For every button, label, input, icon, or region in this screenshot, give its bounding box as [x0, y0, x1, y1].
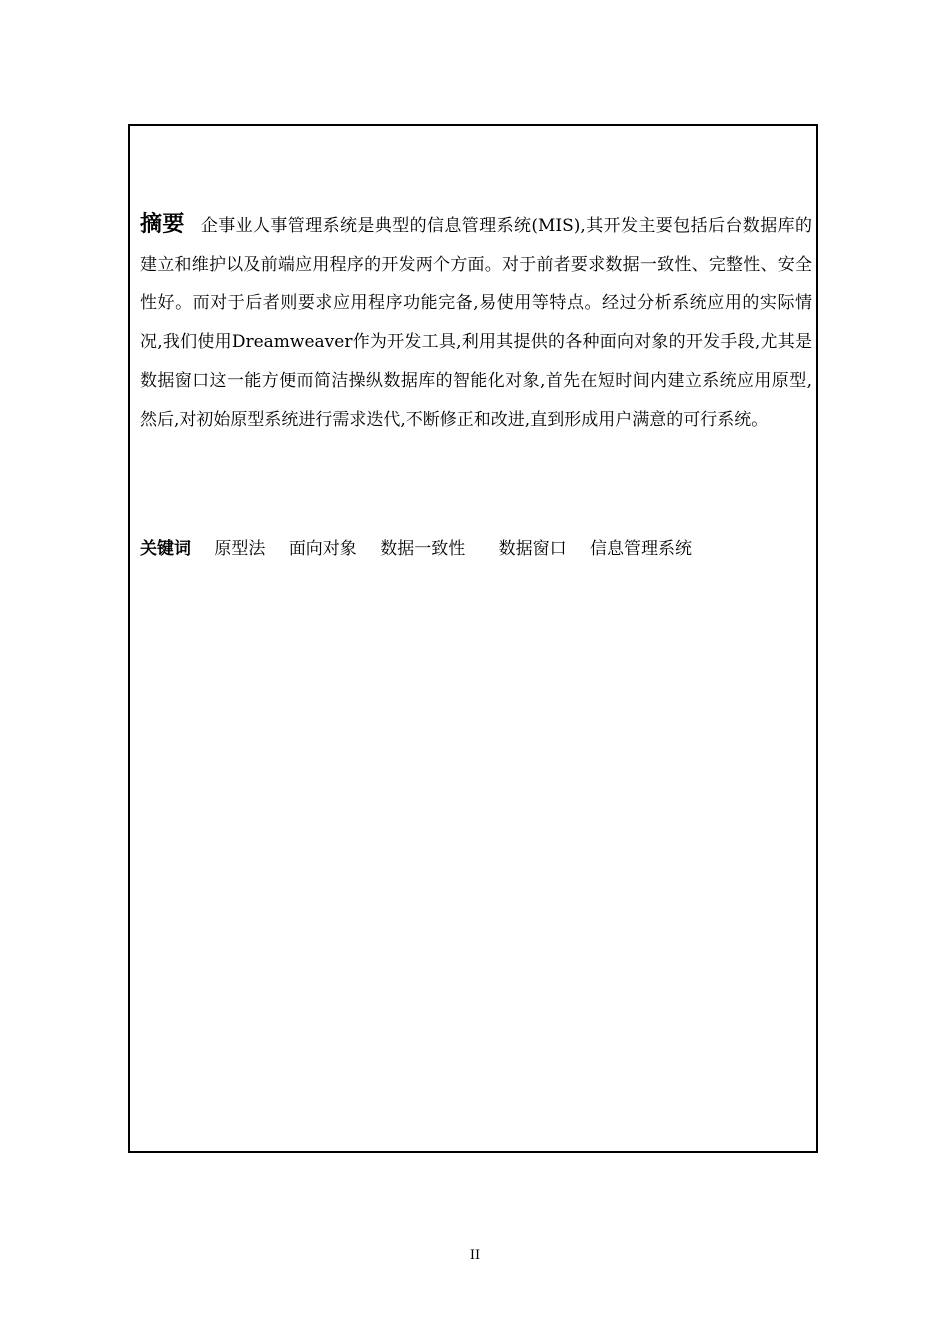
abstract-paragraph — [140, 206, 812, 439]
keyword-item: 面向对象 — [288, 539, 357, 559]
abstract-frame — [128, 124, 818, 1153]
abstract-label: 摘要 — [140, 212, 185, 237]
abstract-text: 企事业人事管理系统是典型的信息管理系统(MIS),其开发主要包括后台数据库的建立和维护以及前端应用程序的开发两个方面。对于前者要求数据一致性、完整性、安全性好。而对于后者则要求应用程序功能完备,易使用等特点。经过分析系统应用的实际情况,我们使用Dreamweaver作为开发工具,利用其提供的各种面向对象的开发手段,尤其是数据窗口这一能方便而简洁操纵数据库的智能化对象,首先在短时间内建立系统应用原型,然后,对初始原型系统进行需求迭代,不断修正和改进,直到形成用户满意的可行系统。 — [140, 216, 812, 430]
keyword-item: 原型法 — [214, 539, 266, 559]
keyword-item: 信息管理系统 — [590, 539, 693, 559]
keywords-label: 关键词 — [140, 539, 191, 559]
keywords-line — [140, 534, 812, 564]
keyword-item: 数据一致性 — [380, 539, 466, 559]
keyword-item: 数据窗口 — [498, 539, 567, 559]
page-number: II — [469, 1248, 481, 1263]
